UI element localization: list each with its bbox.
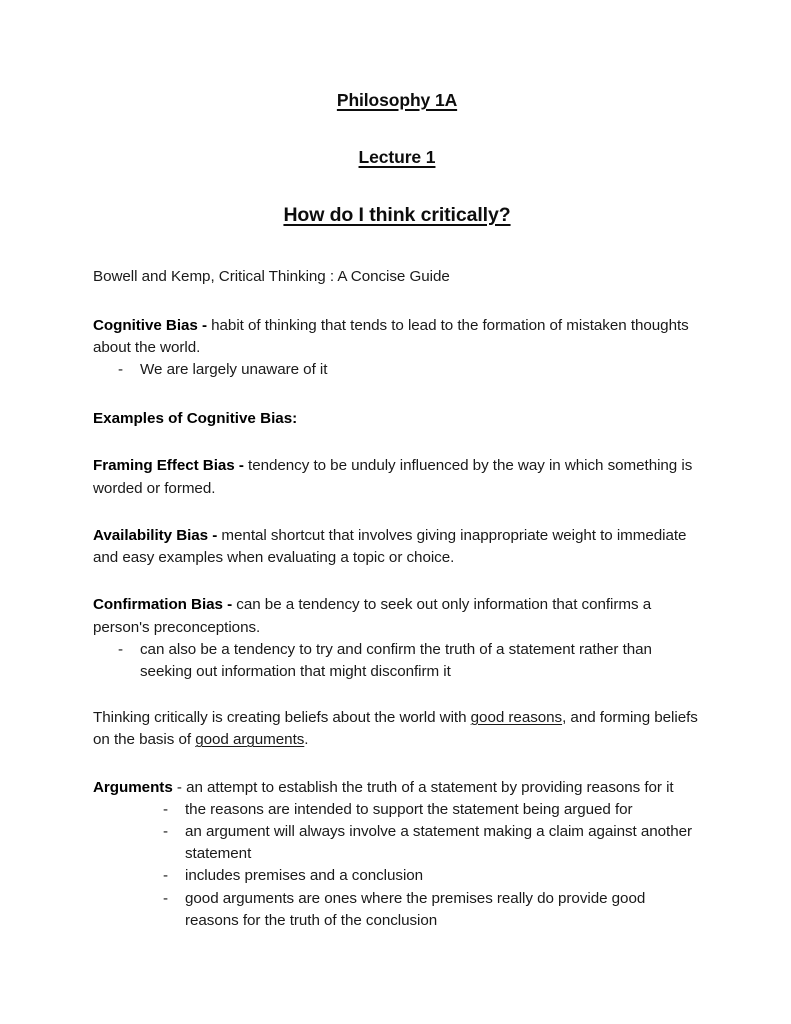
arguments-definition: - an attempt to establish the truth of a statement by providing reasons for it [176,778,674,796]
underlined-good-arguments: good arguments [195,731,305,749]
cognitive-bias-definition: habit of thinking that tends to lead to the formation of mistaken thoughts about the world. [93,316,689,356]
list-item [163,821,701,865]
list-item-text: can also be a tendency to try and confirm the truth of a statement rather than seeking out information that might disconfirm it [140,640,652,680]
list-item-text: We are largely unaware of it [140,361,328,379]
bullet-dash-icon: - [118,640,124,658]
cognitive-bias-bullet-list [93,359,701,381]
arguments-paragraph [93,752,701,799]
framing-effect-bias-paragraph [93,430,701,499]
bullet-dash-icon: - [163,867,169,885]
cognitive-bias-term: Cognitive Bias - [93,316,212,334]
list-item-text: includes premises and a conclusion [185,867,424,885]
availability-bias-paragraph [93,500,701,569]
thinking-critically-paragraph [93,683,701,751]
list-item-text: the reasons are intended to support the statement being argued for [185,800,633,818]
bullet-dash-icon: - [163,822,169,840]
lecture-question-heading [93,169,701,228]
lecture-subtitle-text: Lecture 1 [358,147,436,168]
list-item [163,799,701,821]
bullet-dash-icon: - [163,800,169,818]
thinking-critically-part-3: . [304,731,309,749]
list-item [163,888,701,932]
list-item-text: an argument will always involve a statement making a claim against another statement [185,822,693,863]
confirmation-bias-bullet-list [93,639,701,683]
confirmation-bias-definition: can be a tendency to seek out only information that confirms a person's preconceptions. [93,596,652,636]
page-title-text: Philosophy 1A [336,90,458,110]
confirmation-bias-paragraph [93,569,701,638]
arguments-term: Arguments [93,778,177,796]
reference-line: Bowell and Kemp, Critical Thinking : A Concise Guide [93,268,450,286]
examples-heading: Examples of Cognitive Bias: [93,410,298,428]
thinking-critically-part-2: , and forming beliefs on the basis of [93,709,698,749]
underlined-good-reasons: good reasons [470,709,563,727]
thinking-critically-part-1: Thinking critically is creating beliefs about the world with [93,709,471,727]
bullet-dash-icon: - [163,889,169,907]
framing-effect-bias-definition: tendency to be unduly influenced by the way in which something is worded or formed. [93,457,693,497]
document-content [93,0,701,932]
list-item [118,639,701,683]
availability-bias-term: Availability Bias - [93,526,222,544]
list-item [163,865,701,887]
framing-effect-bias-term: Framing Effect Bias - [93,457,249,475]
confirmation-bias-term: Confirmation Bias - [93,596,237,614]
page-title [93,0,701,111]
bullet-dash-icon: - [118,361,124,379]
lecture-question-text: How do I think critically? [283,203,511,226]
list-item [118,359,701,381]
arguments-bullet-list [93,799,701,932]
availability-bias-definition: mental shortcut that involves giving inappropriate weight to immediate and easy examples when evaluating a topic or choice. [93,526,687,567]
cognitive-bias-paragraph [93,289,701,359]
lecture-subtitle [93,111,701,168]
list-item-text: good arguments are ones where the premises really do provide good reasons for the truth of the conclusion [185,889,646,929]
